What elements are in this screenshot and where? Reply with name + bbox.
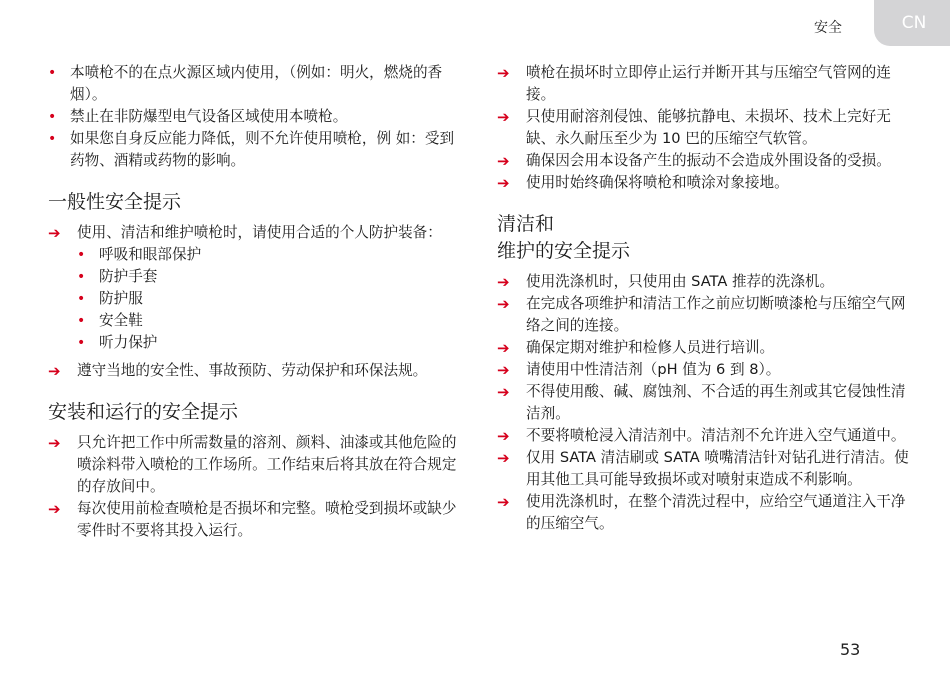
section-title: 安全 [814, 20, 842, 36]
ppe-text: 防护服 [99, 290, 143, 307]
ppe-text: 防护手套 [99, 268, 158, 285]
arrow-right-icon: ➔ [497, 493, 510, 511]
instruction-text: 使用洗涤机时，在整个清洗过程中，应给空气通道注入干净的压缩空气。 [526, 493, 906, 532]
instruction-text: 遵守当地的安全性、事故预防、劳动保护和环保法规。 [77, 362, 428, 379]
arrow-right-icon: ➔ [497, 449, 510, 467]
ppe-item [77, 332, 468, 354]
bullet-icon: • [48, 109, 57, 125]
page-number: 53 [840, 640, 861, 659]
bullet-item [48, 62, 468, 106]
instruction-item [48, 360, 468, 382]
arrow-right-icon: ➔ [497, 295, 510, 313]
instruction-text: 只使用耐溶剂侵蚀、能够抗静电、未损坏、技术上完好无缺、永久耐压至少为 10 巴的压缩空气软管。 [526, 108, 891, 147]
instruction-item [497, 150, 917, 172]
heading-cleaning-safety-line2: 维护的安全提示 [497, 240, 631, 262]
instruction-item [497, 425, 917, 447]
bullet-item [48, 128, 468, 172]
instruction-item [497, 337, 917, 359]
ppe-text: 安全鞋 [99, 312, 143, 329]
arrow-right-icon: ➔ [497, 64, 510, 82]
bullet-icon: • [77, 313, 86, 329]
arrow-right-icon: ➔ [48, 500, 61, 518]
instruction-text: 不要将喷枪浸入清洁剂中。清洁剂不允许进入空气通道中。 [526, 427, 906, 444]
arrow-right-icon: ➔ [497, 273, 510, 291]
instruction-text: 在完成各项维护和清洁工作之前应切断喷漆枪与压缩空气网络之间的连接。 [526, 295, 906, 334]
instruction-text: 确保定期对维护和检修人员进行培训。 [526, 339, 775, 356]
instruction-item [497, 62, 917, 106]
bullet-icon: • [48, 131, 57, 147]
right-column [497, 62, 917, 535]
ppe-text: 听力保护 [99, 334, 158, 351]
arrow-right-icon: ➔ [497, 339, 510, 357]
left-column [48, 62, 468, 542]
bullet-icon: • [77, 291, 86, 307]
instruction-item [48, 222, 468, 244]
arrow-right-icon: ➔ [497, 152, 510, 170]
instruction-item [497, 293, 917, 337]
arrow-right-icon: ➔ [497, 427, 510, 445]
arrow-right-icon: ➔ [497, 108, 510, 126]
instruction-item [48, 498, 468, 542]
instruction-item [497, 359, 917, 381]
instruction-text: 使用、清洁和维护喷枪时，请使用合适的个人防护装备： [77, 224, 442, 241]
instruction-text: 每次使用前检查喷枪是否损坏和完整。喷枪受到损坏或缺少零件时不要将其投入运行。 [77, 500, 457, 539]
instruction-text: 不得使用酸、碱、腐蚀剂、不合适的再生剂或其它侵蚀性清洁剂。 [526, 383, 906, 422]
ppe-item [77, 310, 468, 332]
instruction-text: 确保因会用本设备产生的振动不会造成外围设备的受损。 [526, 152, 891, 169]
ppe-item [77, 266, 468, 288]
instruction-text: 使用时始终确保将喷枪和喷涂对象接地。 [526, 174, 789, 191]
bullet-item [48, 106, 468, 128]
language-tab[interactable]: CN [874, 0, 950, 46]
bullet-icon: • [77, 247, 86, 263]
instruction-item [497, 271, 917, 293]
ppe-item [77, 288, 468, 310]
instruction-text: 请使用中性清洁剂（pH 值为 6 到 8）。 [526, 361, 781, 378]
heading-cleaning-safety-line1: 清洁和 [497, 213, 555, 235]
instruction-item [497, 172, 917, 194]
instruction-item [497, 106, 917, 150]
bullet-icon: • [77, 269, 86, 285]
instruction-item [497, 447, 917, 491]
bullet-icon: • [48, 65, 57, 81]
arrow-right-icon: ➔ [48, 224, 61, 242]
instruction-item [497, 491, 917, 535]
bullet-text: 如果您自身反应能力降低，则不允许使用喷枪，例 如：受到药物、酒精或药物的影响。 [70, 130, 455, 169]
arrow-right-icon: ➔ [497, 361, 510, 379]
heading-general-safety: 一般性安全提示 [48, 191, 182, 213]
bullet-icon: • [77, 335, 86, 351]
instruction-text: 仅用 SATA 清洁刷或 SATA 喷嘴清洁针对钻孔进行清洁。使用其他工具可能导致损坏或对喷射束造成不利影响。 [526, 449, 909, 488]
arrow-right-icon: ➔ [497, 383, 510, 401]
ppe-item [77, 244, 468, 266]
arrow-right-icon: ➔ [48, 434, 61, 452]
bullet-text: 禁止在非防爆型电气设备区域使用本喷枪。 [70, 108, 348, 125]
instruction-text: 喷枪在损坏时立即停止运行并断开其与压缩空气管网的连接。 [526, 64, 891, 103]
bullet-text: 本喷枪不的在点火源区域内使用，（例如：明火，燃烧的香烟）。 [70, 64, 443, 103]
instruction-item [48, 432, 468, 498]
instruction-text: 使用洗涤机时，只使用由 SATA 推荐的洗涤机。 [526, 273, 835, 290]
heading-installation-safety: 安装和运行的安全提示 [48, 401, 239, 423]
arrow-right-icon: ➔ [497, 174, 510, 192]
ppe-text: 呼吸和眼部保护 [99, 246, 202, 263]
arrow-right-icon: ➔ [48, 362, 61, 380]
instruction-text: 只允许把工作中所需数量的溶剂、颜料、油漆或其他危险的喷涂料带入喷枪的工作场所。工作结束后将其放在符合规定的存放间中。 [77, 434, 457, 495]
instruction-item [497, 381, 917, 425]
